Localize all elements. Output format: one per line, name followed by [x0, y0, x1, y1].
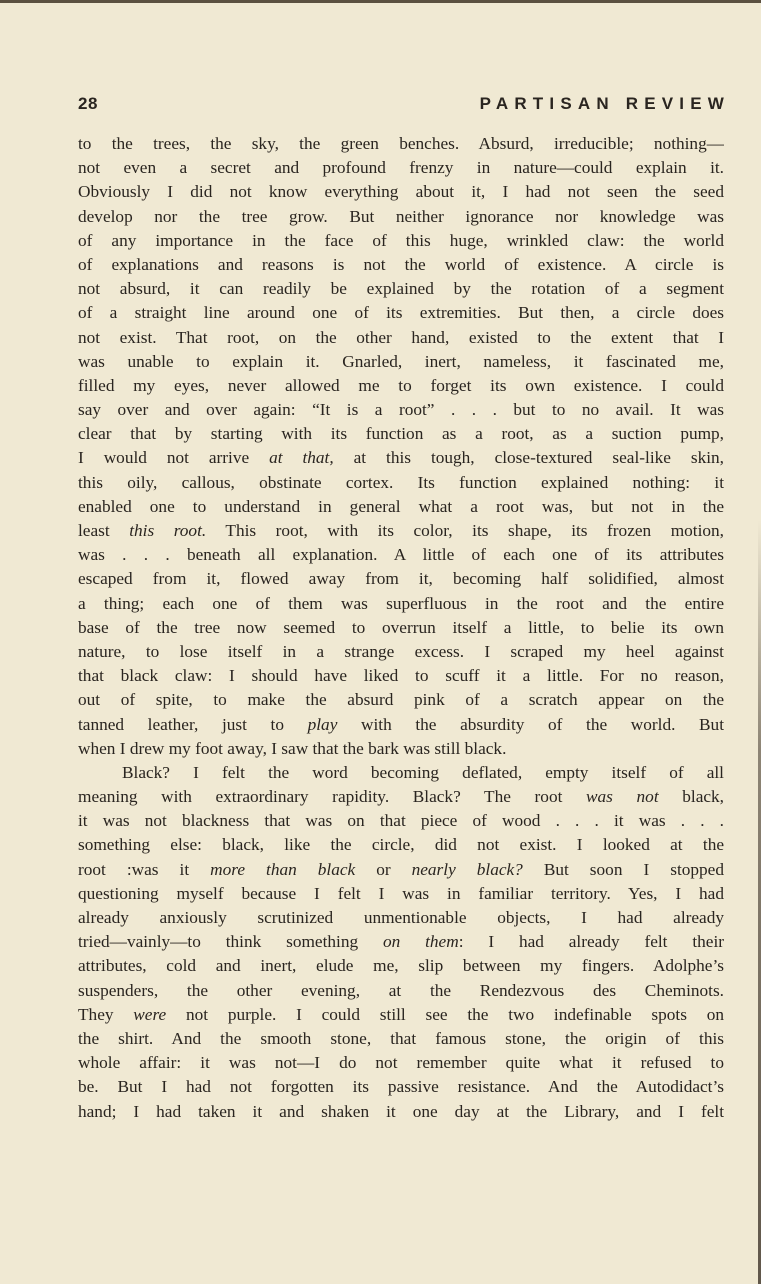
text-segment: whole affair: it was not—I do not remember quite what it refused to [78, 1053, 724, 1073]
text-line [78, 1075, 724, 1099]
text-line [78, 592, 724, 616]
text-line [78, 229, 724, 253]
text-segment: was . . . beneath all explanation. A little of each one of its attributes [78, 545, 724, 565]
text-segment: meaning with extraordinary rapidity. Black? The root [78, 787, 587, 807]
text-segment: of any importance in the face of this huge, wrinkled claw: the world [78, 230, 724, 250]
italic-text: were [133, 1004, 167, 1024]
text-line [78, 833, 724, 857]
text-segment: the shirt. And the smooth stone, that famous stone, the origin of this [78, 1028, 724, 1048]
page-number: 28 [78, 94, 98, 113]
text-segment: tanned leather, just to [78, 714, 308, 734]
page-header [78, 94, 730, 124]
text-segment: not purple. I could still see the two indefinable spots on [166, 1004, 724, 1024]
text-line [78, 1100, 724, 1124]
text-line [78, 180, 724, 204]
text-line [78, 132, 724, 156]
text-segment: say over and over again: “It is a root” . . . but to no avail. It was [78, 400, 724, 420]
italic-text: at that, [269, 448, 334, 468]
text-segment: at this tough, close-textured seal-like skin, [333, 448, 724, 468]
text-segment: a thing; each one of them was superfluous in the root and the entire [78, 593, 724, 613]
text-segment: or [355, 859, 412, 879]
text-line [78, 737, 724, 761]
text-line [78, 156, 724, 180]
text-line [78, 495, 724, 519]
text-segment: be. But I had not forgotten its passive resistance. And the Autodidact’s [78, 1077, 724, 1097]
page-top-edge [0, 0, 761, 3]
text-segment: least [78, 521, 130, 540]
text-line [78, 422, 724, 446]
text-line [78, 809, 724, 833]
text-line [78, 326, 724, 350]
text-segment: This root, with its color, its shape, its frozen motion, [206, 521, 724, 540]
text-line [78, 301, 724, 325]
text-line [78, 616, 724, 640]
text-segment: to the trees, the sky, the green benches. Absurd, irreducible; nothing— [78, 134, 724, 153]
text-segment: not absurd, it can readily be explained by the rotation of a segment [78, 279, 724, 299]
text-line [78, 688, 724, 712]
text-segment: suspenders, the other evening, at the Rendezvous des Cheminots. [78, 980, 724, 1000]
text-line [78, 567, 724, 591]
text-segment: I would not arrive [78, 448, 270, 468]
text-segment: root :was it [78, 859, 211, 879]
text-line [78, 398, 724, 422]
text-segment: not even a secret and profound frenzy in nature—could explain it. [78, 158, 724, 178]
italic-text: this root. [129, 521, 207, 540]
text-line [78, 906, 724, 930]
paragraph [78, 761, 724, 1124]
text-line [78, 205, 724, 229]
text-segment: But soon I stopped [522, 859, 724, 879]
text-segment: of a straight line around one of its extremities. But then, a circle does [78, 303, 724, 323]
text-line [78, 954, 724, 978]
text-segment: not exist. That root, on the other hand, existed to the extent that I [78, 327, 724, 347]
text-segment: escaped from it, flowed away from it, becoming half solidified, almost [78, 569, 724, 589]
text-segment: something else: black, like the circle, did not exist. I looked at the [78, 835, 724, 855]
text-segment: They [78, 1004, 134, 1024]
text-segment: base of the tree now seemed to overrun itself a little, to belie its own [78, 617, 724, 637]
text-line [78, 664, 724, 688]
text-line [78, 858, 724, 882]
text-line [78, 446, 724, 470]
italic-text: nearly black? [411, 859, 523, 879]
text-segment: : I had already felt their [458, 932, 724, 952]
text-line [78, 543, 724, 567]
text-segment: when I drew my foot away, I saw that the bark was still black. [78, 738, 507, 758]
text-segment: attributes, cold and inert, elude me, slip between my fingers. Adolphe’s [78, 956, 724, 976]
text-line [78, 640, 724, 664]
text-segment: questioning myself because I felt I was in familiar territory. Yes, I had [78, 883, 724, 903]
text-segment: it was not blackness that was on that piece of wood . . . it was . . . [78, 811, 724, 831]
text-segment: of explanations and reasons is not the world of existence. A circle is [78, 254, 724, 274]
italic-text: was not [586, 787, 659, 807]
text-segment: nature, to lose itself in a strange excess. I scraped my heel against [78, 641, 724, 661]
text-segment: Obviously I did not know everything about it, I had not seen the seed [78, 182, 724, 202]
text-line [78, 471, 724, 495]
text-line [78, 1051, 724, 1075]
paragraph [78, 132, 724, 761]
text-line [78, 1003, 724, 1027]
text-line [78, 277, 724, 301]
text-line [78, 930, 724, 954]
text-line [78, 761, 724, 785]
text-line [78, 713, 724, 737]
text-line [78, 519, 724, 543]
text-line [78, 253, 724, 277]
text-segment: tried—vainly—to think something [78, 932, 383, 952]
text-line [78, 979, 724, 1003]
italic-text: more than black [210, 859, 356, 879]
text-line [78, 882, 724, 906]
text-segment: enabled one to understand in general what a root was, but not in the [78, 496, 724, 516]
text-segment: was unable to explain it. Gnarled, inert, nameless, it fascinated me, [78, 351, 724, 371]
text-segment: out of spite, to make the absurd pink of a scratch appear on the [78, 690, 724, 710]
text-line [78, 374, 724, 398]
text-segment: that black claw: I should have liked to scuff it a little. For no reason, [78, 666, 724, 686]
italic-text: play [307, 714, 338, 734]
text-segment: filled my eyes, never allowed me to forget its own existence. I could [78, 375, 724, 395]
text-segment: hand; I had taken it and shaken it one day at the Library, and I felt [78, 1101, 724, 1121]
text-segment: black, [658, 787, 724, 807]
body-text [78, 132, 724, 1124]
text-segment: with the absurdity of the world. But [337, 714, 724, 734]
text-line [78, 350, 724, 374]
book-page [78, 94, 730, 1124]
text-segment: clear that by starting with its function as a root, as a suction pump, [78, 424, 724, 444]
text-line [78, 1027, 724, 1051]
text-line [78, 785, 724, 809]
text-segment: already anxiously scrutinized unmentionable objects, I had already [78, 908, 724, 927]
text-segment: Black? I felt the word becoming deflated, empty itself of all [122, 762, 724, 782]
text-segment: this oily, callous, obstinate cortex. Its function explained nothing: it [78, 472, 724, 492]
text-segment: develop nor the tree grow. But neither ignorance nor knowledge was [78, 206, 724, 226]
running-head: PARTISAN REVIEW [479, 94, 730, 113]
italic-text: on them [382, 932, 459, 952]
